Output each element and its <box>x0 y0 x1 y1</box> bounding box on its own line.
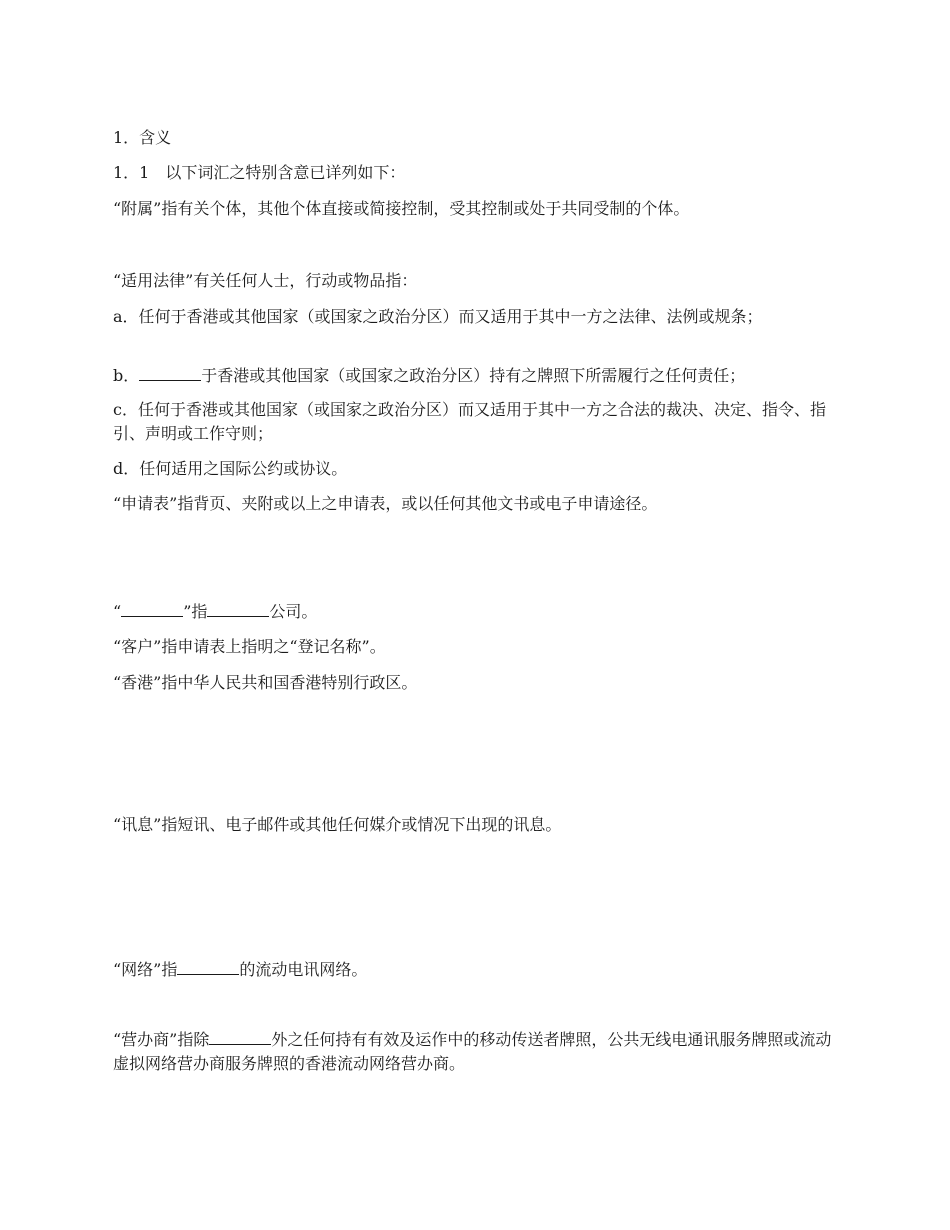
definition-item-d: d．任何适用之国际公约或协议。 <box>113 459 348 478</box>
item-b-prefix: b． <box>113 366 140 385</box>
blank-field <box>207 599 269 617</box>
blank-field <box>139 363 201 381</box>
definition-item-a: a．任何于香港或其他国家（或国家之政治分区）而又适用于其中一方之法律、法例或规条； <box>113 307 763 326</box>
section-heading: 1．含义 <box>113 128 172 147</box>
definition-applicable-law: “适用法律”有关任何人士，行动或物品指： <box>113 271 418 290</box>
blank-field <box>209 1027 271 1045</box>
definition-company <box>113 599 843 624</box>
definition-hong-kong: “香港”指中华人民共和国香港特别行政区。 <box>113 673 418 692</box>
definition-operator <box>113 1027 843 1076</box>
definition-network <box>113 957 843 982</box>
definition-item-b <box>113 363 843 388</box>
company-middle: ”指 <box>183 602 208 621</box>
network-suffix: 的流动电讯网络。 <box>239 960 368 979</box>
definition-message: “讯息”指短讯、电子邮件或其他任何媒介或情况下出现的讯息。 <box>113 815 562 834</box>
blank-field <box>177 957 239 975</box>
company-suffix: 公司。 <box>269 602 318 621</box>
company-open-quote: “ <box>113 602 122 621</box>
network-prefix: “网络”指 <box>113 960 178 979</box>
definition-affiliate: “附属”指有关个体，其他个体直接或简接控制，受其控制或处于共同受制的个体。 <box>113 199 690 218</box>
item-b-text: 于香港或其他国家（或国家之政治分区）持有之牌照下所需履行之任何责任； <box>201 366 746 385</box>
sub-section-heading: 1．1 以下词汇之特别含意已详列如下： <box>113 163 406 182</box>
definition-application: “申请表”指背页、夹附或以上之申请表，或以任何其他文书或电子申请途径。 <box>113 494 658 513</box>
blank-field <box>121 599 183 617</box>
definition-item-c: c．任何于香港或其他国家（或国家之政治分区）而又适用于其中一方之合法的裁决、决定、指令、指引、声明或工作守则； <box>113 400 826 443</box>
operator-prefix: “营办商”指除 <box>113 1030 210 1049</box>
definition-customer: “客户”指申请表上指明之“登记名称”。 <box>113 637 386 656</box>
operator-suffix: 外之任何持有有效及运作中的移动传送者牌照，公共无线电通讯服务牌照或流动虚拟网络营办商服务牌照的香港流动网络营办商。 <box>113 1030 832 1073</box>
